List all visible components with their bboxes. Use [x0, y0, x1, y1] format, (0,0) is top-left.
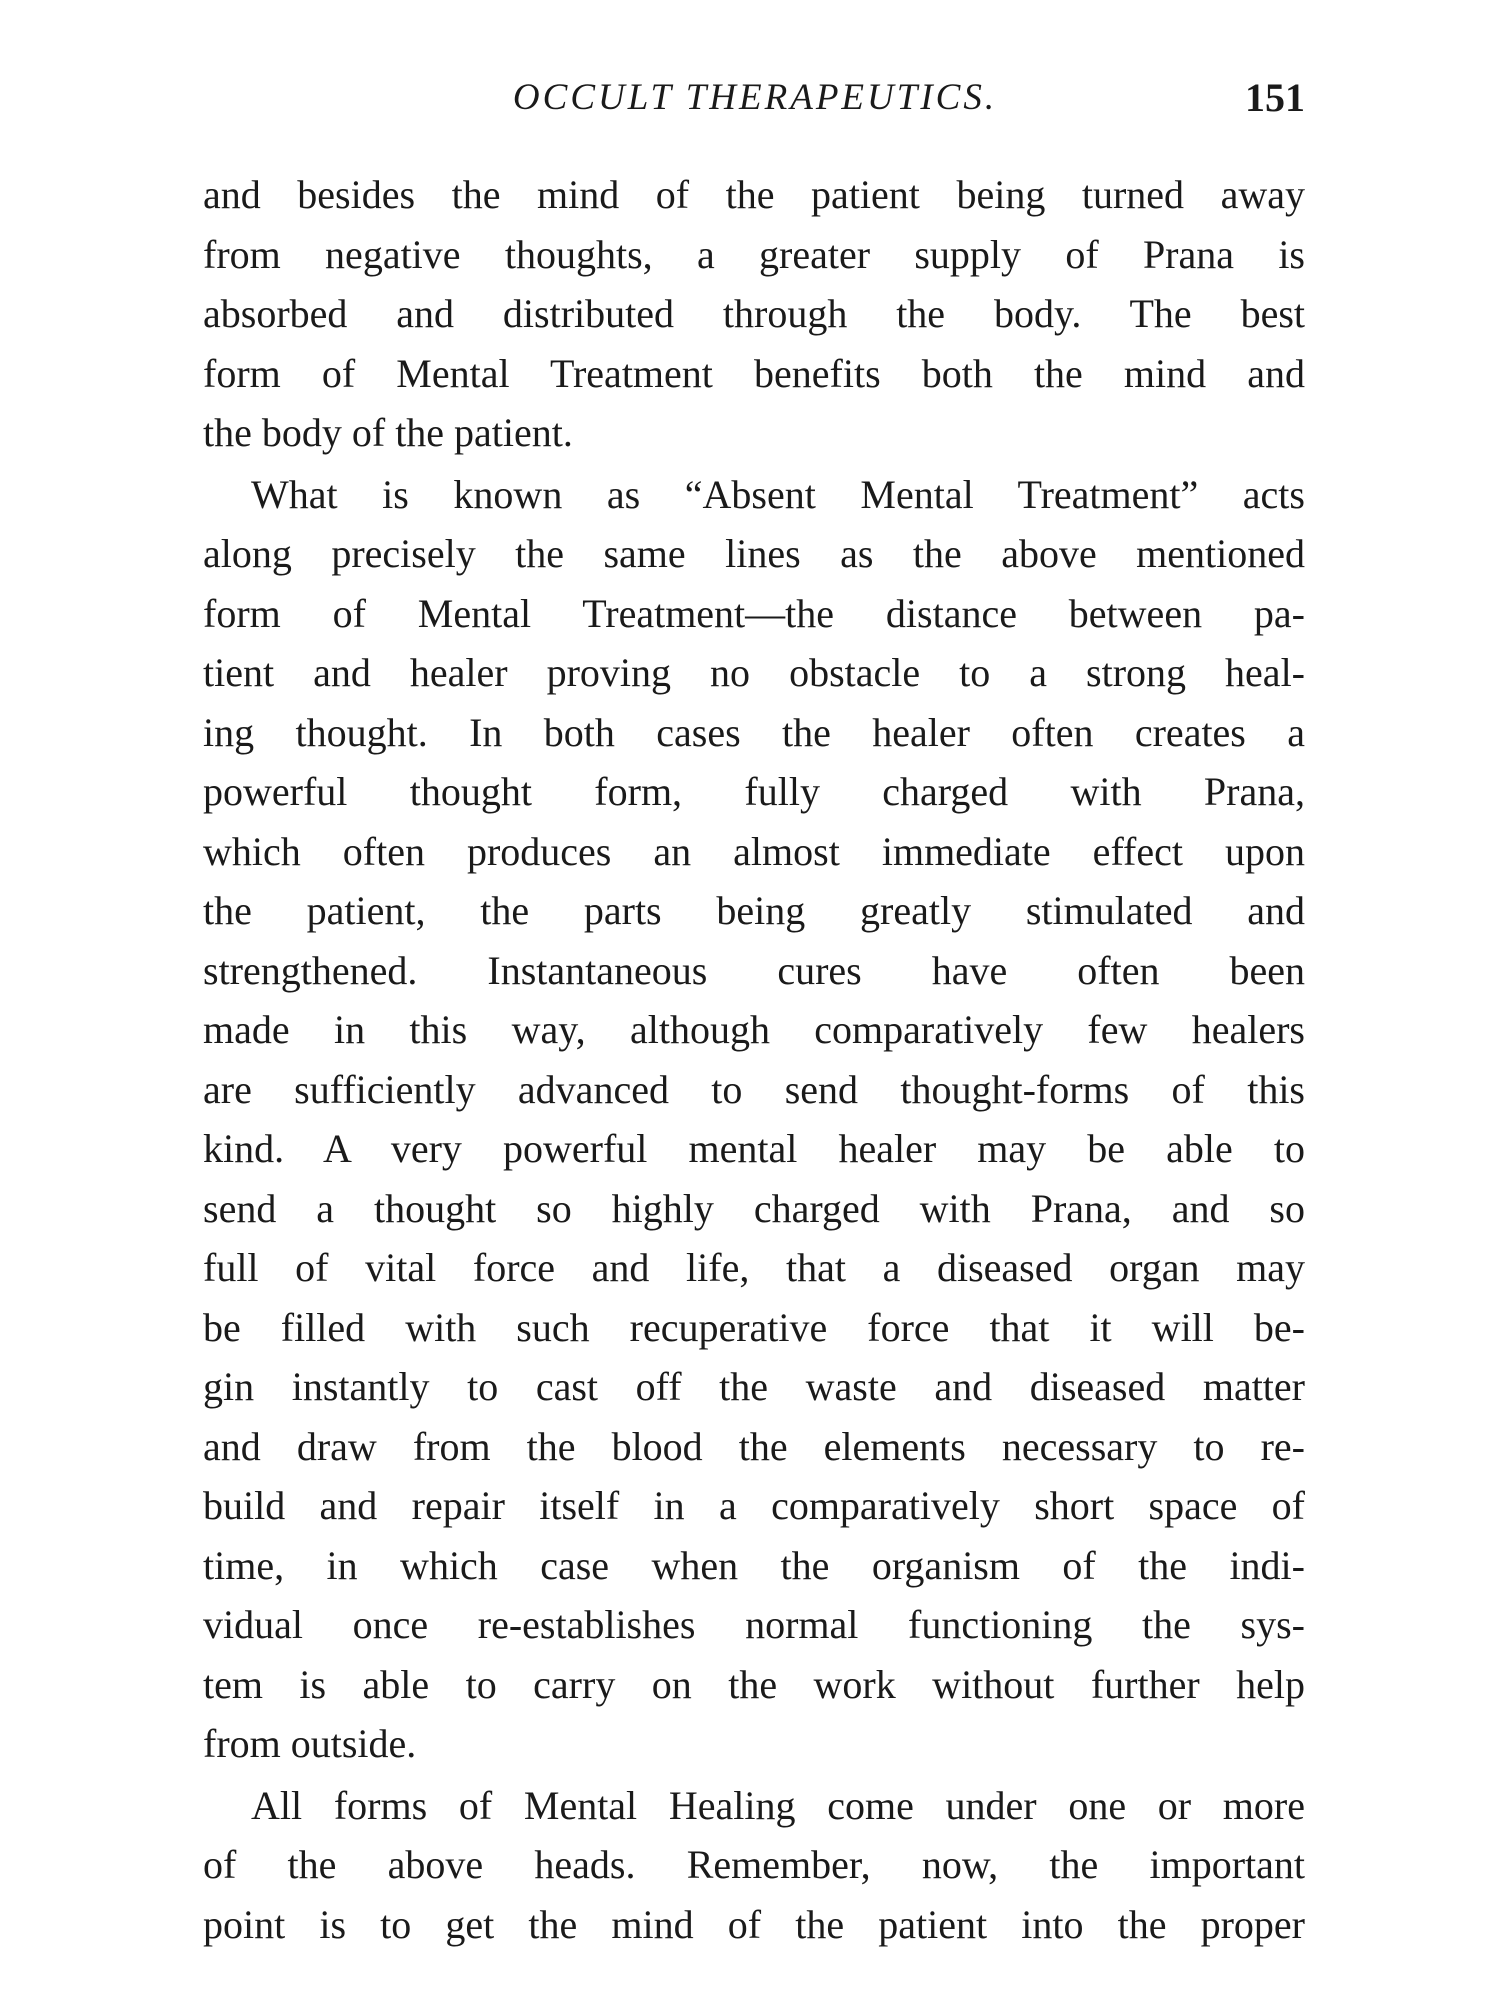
- text-line: What is known as “Absent Mental Treatment” acts: [251, 471, 1305, 517]
- text-line: are sufficiently advanced to send thought-forms of this: [203, 1066, 1305, 1112]
- text-line: and draw from the blood the elements necessary to re-: [203, 1423, 1305, 1469]
- text-line: form of Mental Treatment benefits both the mind and: [203, 350, 1305, 396]
- text-line: All forms of Mental Healing come under one or more: [251, 1782, 1305, 1828]
- text-line: from outside.: [203, 1721, 417, 1766]
- text-line: along precisely the same lines as the above mentioned: [203, 531, 1305, 576]
- text-line: full of vital force and life, that a diseased organ may: [203, 1245, 1305, 1290]
- text-line: the patient, the parts being greatly stimulated and: [203, 888, 1305, 933]
- text-line: form of Mental Treatment—the distance between pa-: [203, 590, 1305, 636]
- running-title: OCCULT THERAPEUTICS.: [512, 77, 998, 118]
- page-number: 151: [1245, 75, 1305, 120]
- text-line: kind. A very powerful mental healer may be able to: [203, 1126, 1305, 1171]
- text-line: ing thought. In both cases the healer often creates a: [203, 709, 1305, 755]
- text-line: made in this way, although comparatively few healers: [203, 1007, 1305, 1052]
- text-line: strengthened. Instantaneous cures have often been: [203, 947, 1305, 993]
- text-line: and besides the mind of the patient being turned away: [203, 172, 1305, 217]
- running-header: [205, 68, 1305, 128]
- paragraph: [203, 1776, 1305, 1955]
- text-line: powerful thought form, fully charged with Prana,: [203, 769, 1305, 814]
- text-line: be filled with such recuperative force that it will be-: [203, 1304, 1305, 1350]
- text-line: tem is able to carry on the work without further help: [203, 1661, 1305, 1707]
- text-line: the body of the patient.: [203, 410, 573, 455]
- text-line: vidual once re-establishes normal functioning the sys-: [203, 1602, 1305, 1647]
- text-line: of the above heads. Remember, now, the important: [203, 1842, 1305, 1887]
- text-line: build and repair itself in a comparatively short space of: [203, 1483, 1305, 1528]
- text-line: from negative thoughts, a greater supply of Prana is: [203, 231, 1305, 277]
- text-line: point is to get the mind of the patient into the proper: [203, 1901, 1305, 1947]
- text-line: time, in which case when the organism of the indi-: [203, 1542, 1305, 1588]
- body-text: [203, 165, 1305, 1954]
- paragraph: [203, 165, 1305, 463]
- paragraph: [203, 465, 1305, 1774]
- text-line: tient and healer proving no obstacle to a strong heal-: [203, 650, 1305, 695]
- text-line: send a thought so highly charged with Prana, and so: [203, 1185, 1305, 1231]
- text-line: gin instantly to cast off the waste and diseased matter: [203, 1364, 1305, 1409]
- text-line: which often produces an almost immediate effect upon: [203, 828, 1305, 874]
- text-line: absorbed and distributed through the body. The best: [203, 291, 1305, 336]
